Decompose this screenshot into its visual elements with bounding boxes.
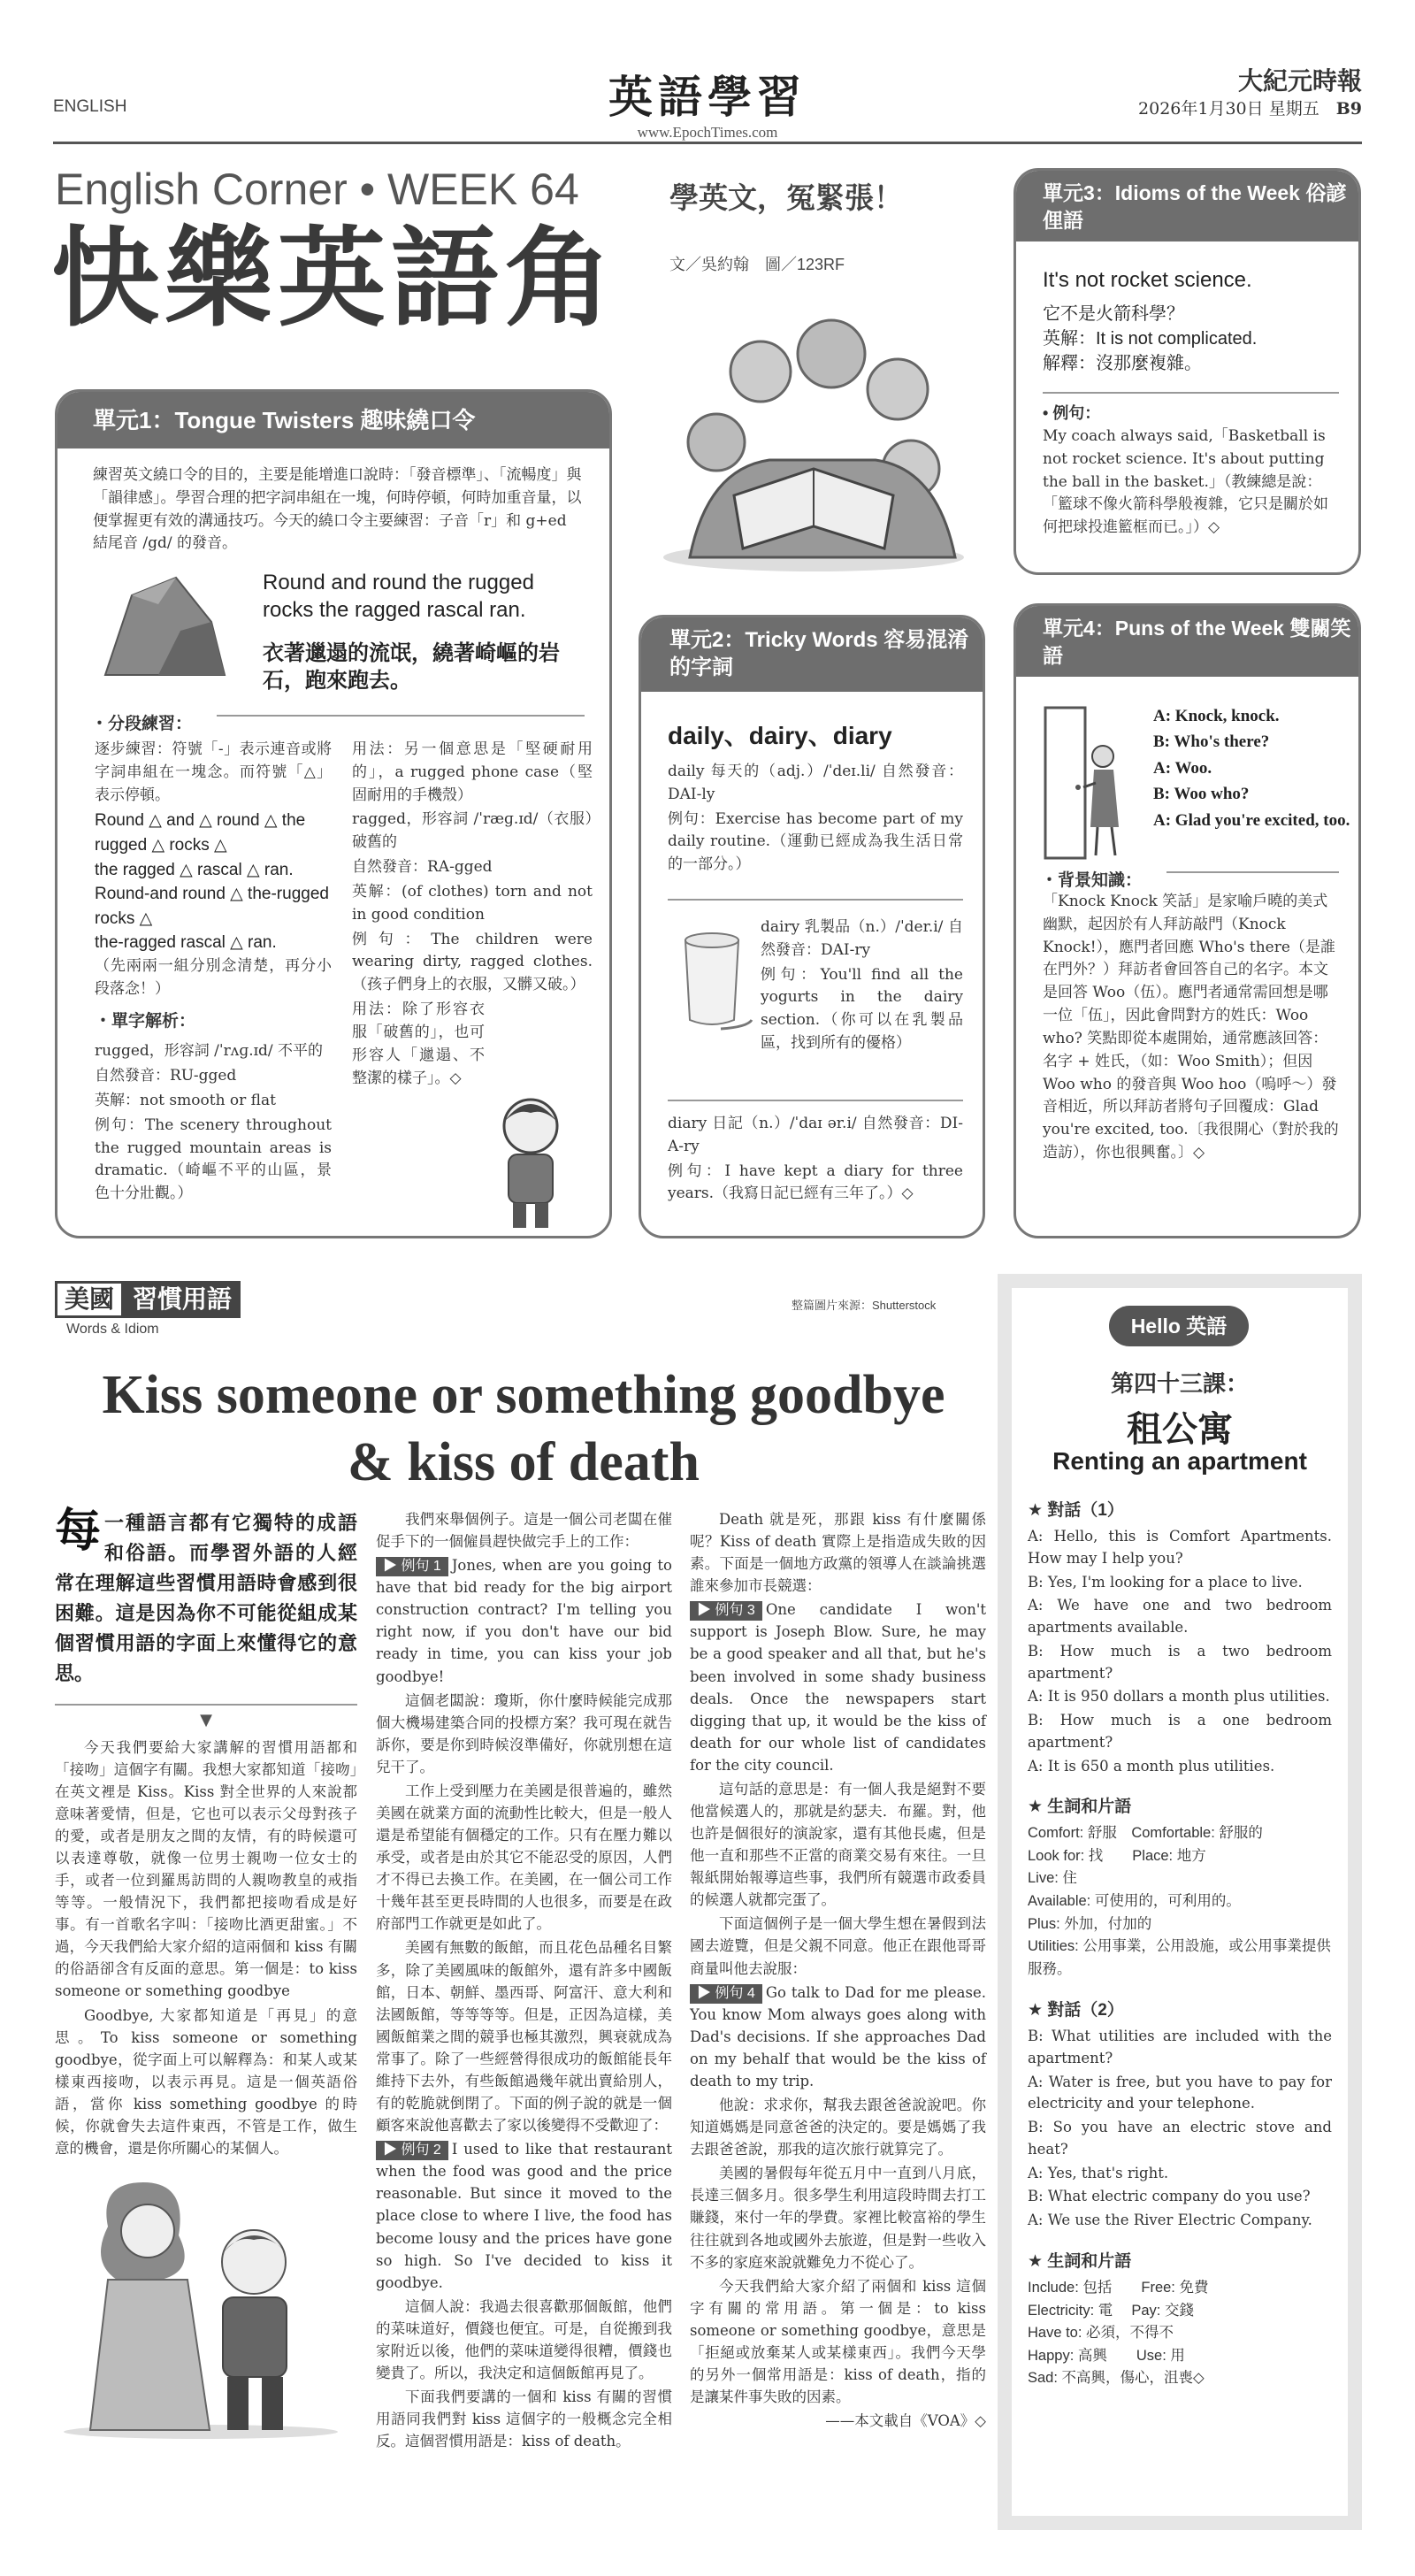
dialog-line: A: We use the River Electric Company. — [1028, 2212, 1312, 2229]
vocab-line: Utilities: 公用事業，公用設施，或公用事業提供服務。 — [1028, 1938, 1331, 1977]
lead-divider: ▼ — [55, 1704, 357, 1729]
dialog-line: A: We have one and two bedroom apartments available. — [1028, 1597, 1332, 1636]
yogurt-illustration — [668, 923, 756, 1046]
dialog-line: A: Hello, this is Comfort Apartments. How may I help you? — [1028, 1528, 1332, 1567]
background-text: 「Knock Knock 笑話」是家喻戶曉的美式幽默，起因於有人拜訪敲門（Knock Knock!），應門者回應 Who's there（是誰在門外？）拜訪者會回答自己的名字。本文是回答 Woo（伍）。應門者通常需回想是哪一位「伍」，因此會問對方的姓氏：Woo who? 笑點即從本處開始，通常應該回答：名字 + 姓氏，（如：Woo Smith）；但因 Woo who 的發音與 Woo hoo（嗚呼～）發音相近，所以拜訪者將句子回覆成：Glad you're excited, too.〔我很開心（對於我的造訪），你也很興奮。〕◇ — [1043, 893, 1339, 1162]
idiom-example: My coach always said,「Basketball is not rocket science. It's about putting the ball in the basket.」（教練總是說：「籃球不像火箭科學般複雜，它只是關於如何把球投進籃框而已。」）◇ — [1043, 427, 1328, 537]
example-1 — [376, 1554, 672, 1687]
article-paragraph: Goodbye, 大家都知道是「再見」的意思。To kiss someone or something goodbye，從字面上可以解釋為：和某人或某樣東西接吻，以表示再見。這是一個英語俗語，當你 kiss something goodbye 的時候，你就會失去這件東西，不管是工作，做生意的機會，還是你所關心的某個人。 — [55, 2006, 357, 2157]
example-4 — [690, 1982, 986, 2092]
lesson-title-en: Renting an apartment — [1052, 1447, 1307, 1475]
rugged-usage: 用法：另一個意思是「堅硬耐用的」，a rugged phone case（堅固耐用的手機殼） — [352, 740, 593, 804]
dialog-line: A: Yes, that's right. — [1028, 2164, 1169, 2181]
idiom-tag-a: 美國 — [55, 1281, 124, 1318]
practice-line: the ragged △ rascal △ ran. — [95, 860, 294, 879]
corner-big-title: 快樂英語角 — [51, 218, 617, 339]
idiom-tag-sub: Words & Idiom — [66, 1322, 159, 1337]
dialog-line: B: Yes, I'm looking for a place to live. — [1028, 1573, 1303, 1591]
dialog-line: B: How much is a two bedroom apartment? — [1028, 1642, 1332, 1682]
rocks-illustration — [96, 569, 229, 684]
daily-block — [668, 761, 963, 878]
unit3-rule — [1043, 392, 1339, 394]
article-paragraph: 下面這個例子是一個大學生想在暑假到法國去遊覽，但是父親不同意。他正在跟他哥哥商量叫他去說服： — [690, 1915, 986, 1977]
article-paragraph: 這個人說：我過去很喜歡那個飯館，他們的菜味道好，價錢也便宜。可是，自從搬到我家附近以後，他們的菜味道變得很糟，價錢也變貴了。所以，我決定和這個飯館再見了。 — [376, 2297, 672, 2381]
rugged-pron: 自然發音：RU-gged — [95, 1067, 237, 1085]
article-col-3 — [690, 1508, 986, 2434]
vocab-2-title: ★ 生詞和片語 — [1028, 2251, 1132, 2271]
vocab-title-text: 單字解析： — [111, 1012, 196, 1031]
article-paragraph: 工作上受到壓力在美國是很普遍的，雖然美國在就業方面的流動性比較大，但是一般人還是希望能有個穩定的工作。只有在壓力難以承受，或者是由於其它不能忍受的原因，人們才不得已去換工作。在美國，在一個公司工作十幾年甚至更長時間的人也很多，而要是在政府部門工作就更是如此了。 — [376, 1782, 672, 1933]
hello-badge: Hello 英語 — [1109, 1306, 1249, 1346]
unit4-rule — [1166, 871, 1339, 873]
vocab-line: Have to: 必須，不得不 — [1028, 2325, 1174, 2342]
page-number: B9 — [1335, 99, 1362, 119]
article-title — [55, 1362, 992, 1496]
dialog-line: A: It is 950 dollars a month plus utilities. — [1028, 1688, 1330, 1706]
vocab-line: Comfort: 舒服 Comfortable: 舒服的 — [1028, 1825, 1263, 1842]
practice-text: 逐步練習：符號「-」表示連音或將字詞串組在一塊念。而符號「△」表示停頓。 — [95, 740, 332, 804]
dialog-line: B: What electric company do you use? — [1028, 2188, 1311, 2205]
dialog-line: B: How much is a one bedroom apartment? — [1028, 1712, 1332, 1751]
idiom-en: 英解：It is not complicated. — [1043, 329, 1258, 349]
dialog-1-title: ★ 對話（1） — [1028, 1501, 1124, 1520]
dairy-block — [761, 916, 963, 1057]
masthead-rule — [53, 142, 1362, 144]
twister-english: Round and round the rugged rocks the ragged rascal ran. — [263, 571, 534, 623]
article-paragraph: 美國有無數的飯館，而且花色品種名目繁多，除了美國風味的飯館外，還有許多中國飯館，日本、朝鮮、墨西哥、阿富汗、意大利和法國飯館，等等等等。但是，正因為這樣，美國飯館業之間的競爭也極其激烈，興衰就成為常事了。除了一些經營得很成功的飯館能長年維持下去外，有些飯館過幾年就出賣給別人，有的乾脆就倒閉了。下面的例子說的就是一個顧客來說他喜歡去了家以後變得不受歡迎了： — [376, 1939, 672, 2135]
pun-line: A: Knock, knock. — [1153, 707, 1280, 725]
lead-text: 一種語言都有它獨特的成語和俗語。而學習外語的人經常在理解這些習慣用語時會感到很困難。這是因為你不可能從組成某個習慣用語的字面上來懂得它的意思。 — [55, 1512, 357, 1685]
mother-child-kiss-illustration — [55, 2174, 347, 2439]
vocab-1 — [1028, 1822, 1332, 1981]
idiom-phrase: It's not rocket science. — [1043, 268, 1252, 292]
article-paragraph: 他說：求求你，幫我去跟爸爸說說吧。你知道媽媽是同意爸爸的決定的。要是媽媽了我去跟爸爸說，那我的這次旅行就算完了。 — [690, 2097, 986, 2158]
diary-block — [668, 1113, 963, 1208]
article-paragraph: 下面我們要講的一個和 kiss 有關的習慣用語同我們對 kiss 這個字的一般概念完全相反。這個習慣用語是：kiss of death。 — [376, 2388, 672, 2450]
vocab-line: Electricity: 電 Pay: 交錢 — [1028, 2302, 1194, 2319]
unit3-header: 單元3：Idioms of the Week 俗諺俚語 — [1016, 171, 1358, 242]
hello-panel — [1012, 1288, 1348, 2516]
unit1-box — [55, 389, 612, 1238]
unit2-box — [639, 615, 985, 1238]
article-paragraph: 這個老闆說：瓊斯，你什麼時候能完成那個大機場建築合同的投標方案？我可現在就告訴你，要是你到時候沒準備好，你就別想在這兒干了。 — [376, 1691, 672, 1775]
background-title: ・背景知識： — [1041, 871, 1143, 890]
image-source: 整篇圖片來源：Shutterstock — [792, 1299, 937, 1312]
example-2-label: ▶ 例句 2 — [376, 2141, 448, 2160]
idiom-tag-b: 習慣用語 — [124, 1281, 241, 1318]
ragged-def: ragged，形容詞 /ˈræɡ.ɪd/（衣服）破舊的 — [352, 810, 593, 852]
idiom-tag — [55, 1281, 241, 1318]
col1-body — [55, 1736, 357, 2159]
practice-line: the-ragged rascal △ ran. — [95, 933, 277, 953]
dialog-line: B: So you have an electric stove and heat? — [1028, 2119, 1332, 2158]
example-2-label-text: 例句 2 — [401, 2143, 441, 2158]
paper-logo: 大紀元時報 — [1237, 68, 1362, 96]
example-1-label-text: 例句 1 — [401, 1559, 441, 1575]
idiom-exp: 解釋：沒那麼複雜。 — [1043, 354, 1202, 373]
dairy-def: dairy 乳製品（n.）/ˈder.i/ 自然發音：DAI-ry — [761, 918, 963, 959]
ragged-en: 英解：(of clothes) torn and not in good condition — [352, 882, 593, 924]
idiom-zh: 它不是火箭科學？ — [1043, 304, 1184, 324]
hello-sidebar — [998, 1274, 1362, 2530]
article-paragraph: Death 就是死，那跟 kiss 有什麼關係呢？Kiss of death 實際上是指造成失敗的因素。下面是一個地方政黨的領導人在談論挑選誰來參加市長競選： — [690, 1511, 986, 1595]
practice-note: （先兩兩一組分別念清楚，再分小段落念！） — [95, 956, 332, 998]
issue-date: 2026年1月30日 星期五 — [1138, 99, 1319, 119]
ragged-example: 例句：The children were wearing dirty, ragged clothes.（孩子們身上的衣服，又髒又破。） — [352, 930, 593, 994]
pun-line: B: Who's there? — [1153, 732, 1270, 752]
pun-line: A: Glad you're excited, too. — [1153, 810, 1350, 830]
unit1-header: 單元1：Tongue Twisters 趣味繞口令 — [57, 392, 609, 448]
example-3-label: ▶ 例句 3 — [690, 1601, 762, 1621]
lesson-number: 第四十三課： — [1110, 1370, 1249, 1397]
lesson-title: 租公寓 — [1127, 1410, 1233, 1449]
pun-line: A: Woo. — [1153, 758, 1212, 778]
unit3-box — [1013, 168, 1361, 575]
vocab-line: Look for: 找 Place: 地方 — [1028, 1847, 1206, 1864]
practice-title-text: 分段練習： — [108, 715, 193, 733]
article-paragraph: 我們來舉個例子。這是一個公司老闆在催促手下的一個僱員趕快做完手上的工作： — [376, 1511, 672, 1551]
unit4-box — [1013, 603, 1361, 1238]
diary-def: diary 日記（n.）/ˈdaɪ ər.i/ 自然發音：DI-A-ry — [668, 1115, 963, 1155]
practice-title: ・分段練習： — [91, 715, 193, 733]
idiom-meaning — [1043, 302, 1257, 376]
article-paragraph: 今天我們給大家介紹了兩個和 kiss 這個字有關的常用語。第一個是：to kiss someone or something goodbye，意思是「拒絕或放棄某人或某樣東西」。我們今天學的另外一個常用語是：kiss of death，指的是讓某件事失敗的因素。 — [690, 2277, 986, 2406]
dialog-line: B: What utilities are included with the apartment? — [1028, 2028, 1332, 2066]
unit2-rule-1 — [668, 899, 963, 901]
rugged-def: rugged，形容詞 /ˈrʌɡ.ɪd/ 不平的 — [95, 1042, 324, 1061]
example-4-label: ▶ 例句 4 — [690, 1984, 762, 2004]
article-title-line-1: Kiss someone or something goodbye — [102, 1365, 945, 1425]
example-2 — [376, 2138, 672, 2294]
dialog-line: A: It is 650 a month plus utilities. — [1028, 1757, 1275, 1775]
example-4-text: Go talk to Dad for me please. You know Mom always goes along with Dad's decisions. If she approaches Dad on my behalf that would be the kiss of death to my trip. — [690, 1983, 986, 2089]
article-lead — [55, 1508, 357, 1690]
vocab-2 — [1028, 2277, 1332, 2390]
corner-heading: English Corner • WEEK 64 — [55, 165, 579, 214]
example-3-label-text: 例句 3 — [715, 1603, 755, 1619]
date-line — [1138, 96, 1362, 119]
pun-dialog — [1153, 703, 1352, 833]
vocab-col — [352, 739, 593, 1092]
kids-reading-illustration — [654, 292, 973, 575]
vocab-line: Include: 包括 Free: 免費 — [1028, 2279, 1209, 2296]
masthead-url: www.EpochTimes.com — [637, 124, 778, 141]
vocab-title: ・單字解析： — [95, 1012, 196, 1031]
daily-example: 例句：Exercise has become part of my daily routine.（運動已經成為我生活日常的一部分。） — [668, 809, 963, 874]
article-paragraph: 美國的暑假每年從五月中一直到八月底，長達三個多月。很多學生利用這段時間去打工賺錢，來付一年的學費。家裡比較富裕的學生往往就到各地或國外去旅遊，但是對一些收入不多的家庭來說就難免力不從心了。 — [690, 2165, 986, 2271]
rugged-example: 例句：The scenery throughout the rugged mountain areas is dramatic.（崎嶇不平的山區，景色十分壯觀。） — [95, 1116, 332, 1203]
dialog-2 — [1028, 2026, 1332, 2232]
practice-line: Round △ and △ round △ the rugged △ rocks △ — [95, 811, 306, 855]
practice-col — [95, 739, 332, 1208]
article-paragraph: 今天我們要給大家講解的習慣用語都和「接吻」這個字有關。我想大家都知道「接吻」在英文裡是 Kiss。Kiss 對全世界的人來說都意味著愛情，但是，它也可以表示父母對孩子的愛，或者是朋友之間的友情，有的時候還可以表達尊敬，就像一位男士親吻一位女士的手，或者一位到羅馬訪問的人親吻教皇的戒指等等。一般情況下，我們都把接吻看成是好事。有一首歌名字叫：「接吻比酒更甜蜜。」不過，今天我們給大家介紹的這兩個和 kiss 有關的俗語卻含有反面的意思。第一個是：to kiss someone or something goodbye — [55, 1738, 357, 2000]
unit4-header: 單元4：Puns of the Week 雙關笑語 — [1016, 606, 1358, 677]
door-knock-illustration — [1041, 703, 1125, 862]
dialog-2-title: ★ 對話（2） — [1028, 2001, 1124, 2020]
background-title-text: 背景知識： — [1058, 871, 1143, 890]
boy-illustration — [482, 1091, 579, 1232]
rugged-en: 英解：not smooth or flat — [95, 1091, 276, 1109]
unit2-header: 單元2：Tricky Words 容易混淆的字詞 — [641, 617, 983, 692]
ragged-pron: 自然發音：RA-gged — [352, 858, 493, 877]
unit2-rule-2 — [668, 1100, 963, 1101]
example-3 — [690, 1598, 986, 1776]
unit1-intro: 練習英文繞口令的目的，主要是能增進口說時：「發音標準」、「流暢度」與「韻律感」。學習合理的把字詞串組在一塊，何時停頓，何時加重音量，以便掌握更有效的溝通技巧。今天的繞口令主要練習：子音「r」和 g+ed 結尾音 /gd/ 的發音。 — [93, 466, 582, 553]
article-col-1 — [55, 1508, 357, 2442]
idiom-example-label-text: 例句： — [1052, 404, 1101, 422]
vocab-line: Plus: 外加，付加的 — [1028, 1915, 1152, 1932]
practice-rule — [217, 715, 585, 717]
corner-slogan: 學英文，冤緊張！ — [669, 181, 903, 214]
corner-credit: 文／吳約翰 圖／123RF — [669, 256, 845, 273]
example-2-text: I used to like that restaurant when the food was good and the price reasonable. But since it moved to the place close to where I live, the food has become lousy and the prices have gone so high. So I've decided to kiss it goodbye. — [376, 2141, 672, 2291]
idiom-example-label: • 例句： — [1043, 404, 1101, 422]
vocab-line: Live: 住 — [1028, 1870, 1077, 1887]
masthead-title: 英語學習 — [608, 73, 807, 122]
example-1-label: ▶ 例句 1 — [376, 1557, 448, 1576]
pun-line: B: Woo who? — [1153, 785, 1250, 804]
practice-line: Round-and round △ the-rugged rocks △ — [95, 885, 329, 928]
vocab-line: Available: 可使用的，可利用的。 — [1028, 1892, 1241, 1909]
section-label: ENGLISH — [53, 97, 127, 116]
twister-chinese: 衣著邋遢的流氓，繞著崎嶇的岩石，跑來跑去。 — [263, 641, 560, 694]
article-paragraph: 這句話的意思是：有一個人我是絕對不要他當候選人的，那就是約瑟夫．布羅。對，他也許是個很好的演說家，還有其他長處，但是他一直和那些不正當的商業交易有來往。一旦報紙開始報導這些事，我們所有競選市政委員的候選人就都完蛋了。 — [690, 1780, 986, 1909]
article-col-2 — [376, 1508, 672, 2454]
dairy-example: 例句：You'll find all the yogurts in the dairy section.（你可以在乳製品區，找到所有的優格） — [761, 965, 963, 1053]
article-title-line-2: & kiss of death — [348, 1431, 700, 1492]
drop-cap: 每 — [55, 1506, 102, 1557]
diary-example: 例句：I have kept a diary for three years.（我寫日記已經有三年了。）◇ — [668, 1162, 963, 1203]
dialog-1 — [1028, 1526, 1332, 1777]
dialog-line: A: Water is free, but you have to pay for electricity and your telephone. — [1028, 2073, 1332, 2112]
article-source: ——本文載自《VOA》◇ — [825, 2412, 986, 2430]
vocab-line: Happy: 高興 Use: 用 — [1028, 2347, 1185, 2364]
example-4-label-text: 例句 4 — [715, 1985, 755, 2001]
tricky-words: daily、dairy、diary — [668, 722, 892, 749]
daily-def: daily 每天的（adj.）/ˈdeɪ.li/ 自然發音：DAI-ly — [668, 763, 963, 803]
lesson-content — [1028, 1497, 1332, 2390]
example-3-text: One candidate I won't support is Joseph Blow. Sure, he may be a good speaker and all that, but he's been involved in some shady business deals. Once the newspapers start digging that up, it would be the kiss of death for our whole list of candidates for the city council. — [690, 1601, 986, 1774]
vocab-line: Sad: 不高興，傷心，沮喪◇ — [1028, 2370, 1205, 2387]
practice-lines — [95, 809, 332, 954]
vocab-1-title: ★ 生詞和片語 — [1028, 1798, 1132, 1817]
ragged-usage: 用法：除了形容衣服「破舊的」，也可形容人「邋遢、不整潔的樣子」。◇ — [352, 1000, 485, 1087]
example-1-text: Jones, when are you going to have that bid ready for the big airport construction contract? I'm telling you right now, if you don't have our bid ready in time, you can kiss your job goodbye! — [376, 1557, 672, 1685]
